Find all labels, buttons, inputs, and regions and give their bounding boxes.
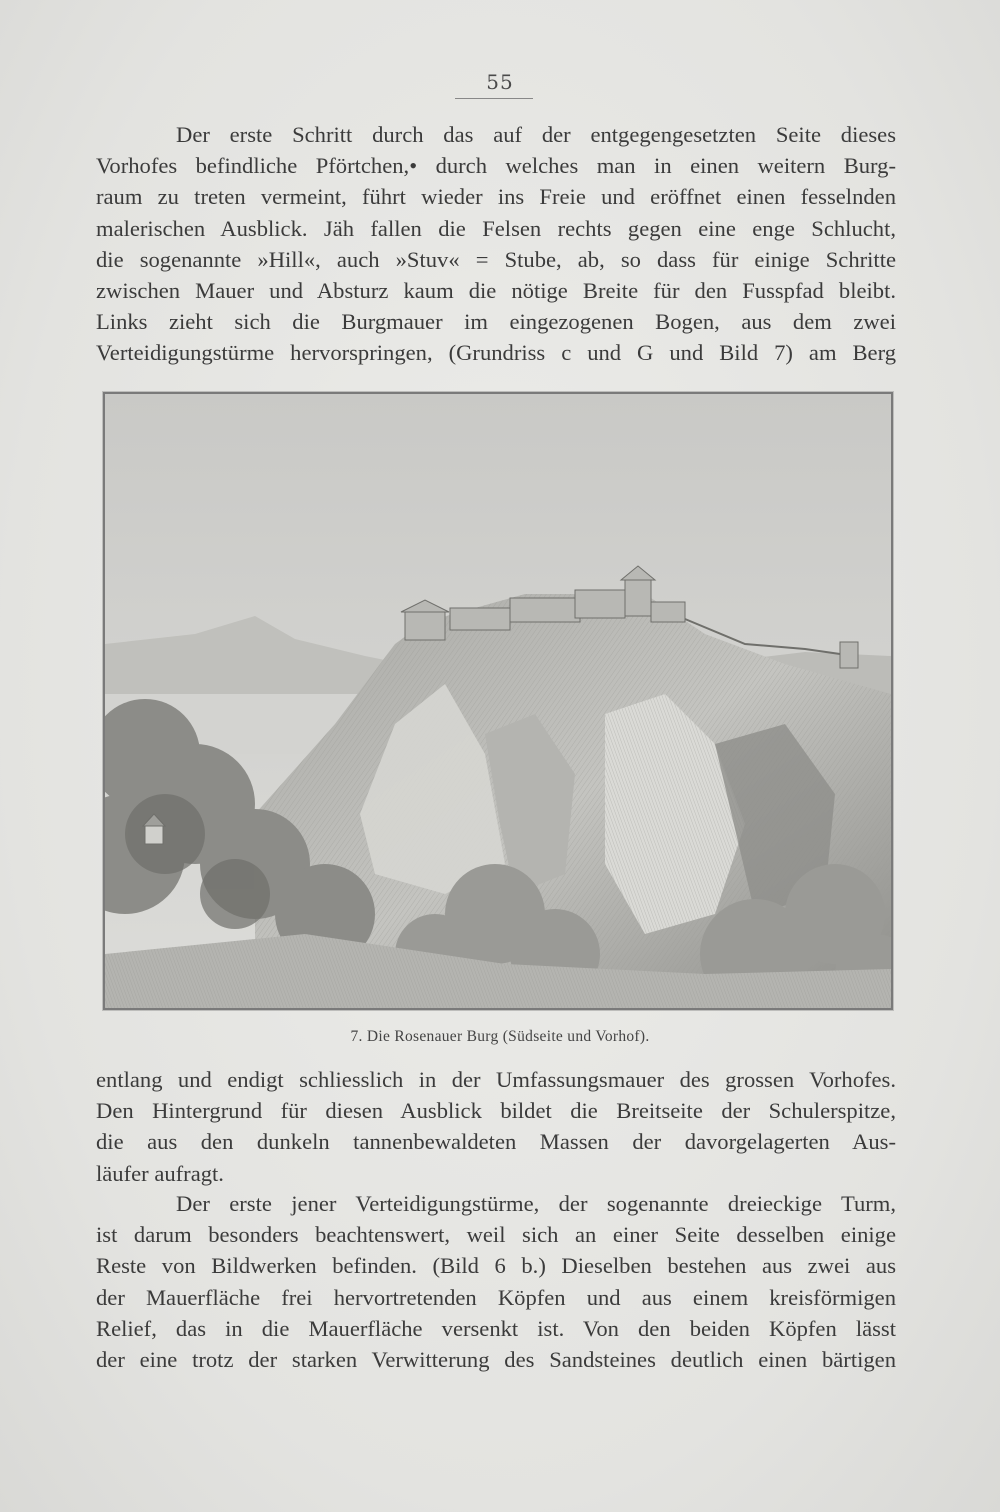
paragraph-2 xyxy=(96,1064,896,1189)
paragraph-1 xyxy=(96,119,896,369)
text-line: zwischen Mauer und Absturz kaum die nötige Breite für den Fusspfad bleibt. xyxy=(96,278,896,304)
text-line: läufer aufragt. xyxy=(96,1160,224,1186)
text-line: Relief, das in die Mauerfläche versenkt ist. Von den beiden Köpfen lässt xyxy=(96,1315,896,1341)
text-line: entlang und endigt schliesslich in der Umfassungsmauer des grossen Vorhofes. xyxy=(96,1067,896,1092)
text-line: der Mauerfläche frei hervortretenden Köpfen und aus einem kreisförmigen xyxy=(96,1284,896,1310)
text-line: Reste von Bildwerken befinden. (Bild 6 b.) Dieselben bestehen aus zwei aus xyxy=(96,1253,896,1279)
castle-engraving xyxy=(105,394,891,1008)
text-line: Der erste Schritt durch das auf der entgegengesetzten Seite dieses xyxy=(176,122,896,147)
text-line: der eine trotz der starken Verwitterung des Sandsteines deutlich einen bärtigen xyxy=(96,1347,896,1373)
text-line: Vorhofes befindliche Pförtchen,• durch welches man in einen weitern Burg- xyxy=(96,153,896,179)
text-line: die sogenannte »Hill«, auch »Stuv« = Stube, ab, so dass für einige Schritte xyxy=(96,246,896,272)
text-line: Links zieht sich die Burgmauer im eingezogenen Bogen, aus dem zwei xyxy=(96,309,896,335)
text-line: Der erste jener Verteidigungstürme, der sogenannte dreieckige Turm, xyxy=(176,1191,896,1216)
text-line: ist darum besonders beachtenswert, weil sich an einer Seite desselben einige xyxy=(96,1222,896,1248)
page-number: 55 xyxy=(486,70,514,94)
text-line: Verteidigungstürme hervorspringen, (Grundriss c und G und Bild 7) am Berg xyxy=(96,340,896,366)
paragraph-3 xyxy=(96,1188,896,1375)
text-line: malerischen Ausblick. Jäh fallen die Felsen rechts gegen eine enge Schlucht, xyxy=(96,215,896,241)
text-line: Den Hintergrund für diesen Ausblick bildet die Breitseite der Schulerspitze, xyxy=(96,1098,896,1124)
figure-illustration xyxy=(103,392,893,1010)
page-number-rule xyxy=(455,98,533,99)
figure-caption: 7. Die Rosenauer Burg (Südseite und Vorhof). xyxy=(350,1028,650,1045)
text-line: die aus den dunkeln tannenbewaldeten Massen der davorgelagerten Aus- xyxy=(96,1129,896,1155)
text-line: raum zu treten vermeint, führt wieder ins Freie und eröffnet einen fesselnden xyxy=(96,184,896,210)
